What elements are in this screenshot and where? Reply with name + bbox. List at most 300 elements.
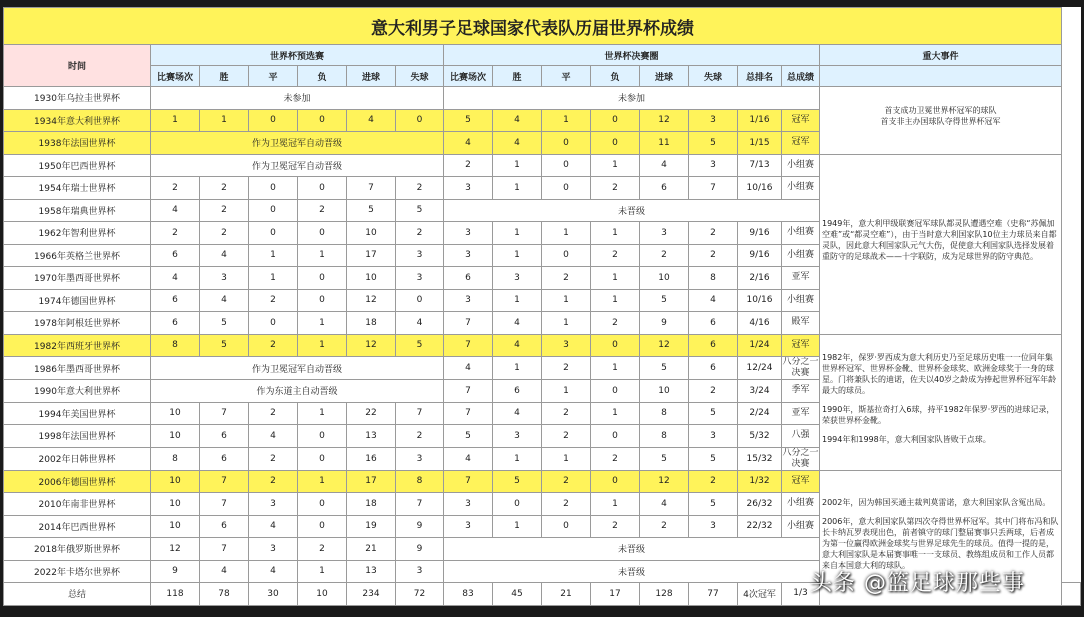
qual-cell: 0 — [298, 267, 347, 290]
qual-cell: 6 — [151, 289, 200, 312]
finals-cell: 2 — [542, 493, 591, 516]
finals-cell: 1 — [542, 447, 591, 470]
finals-cell: 2 — [689, 470, 738, 493]
finals-cell: 0 — [542, 515, 591, 538]
finals-cell: 3 — [493, 425, 542, 448]
finals-rank-cell: 1/15 — [738, 132, 782, 155]
finals-rank-cell: 1/16 — [738, 109, 782, 132]
finals-cell: 1 — [493, 289, 542, 312]
finals-cell: 2 — [591, 447, 640, 470]
finals-result-cell: 小组赛 — [782, 244, 820, 267]
finals-result-cell: 小组赛 — [782, 177, 820, 200]
finals-cell: 1 — [591, 357, 640, 380]
qual-cell: 0 — [298, 493, 347, 516]
finals-col-draws: 平 — [542, 66, 591, 87]
finals-cell: 6 — [493, 380, 542, 403]
qual-col-goals-against: 失球 — [396, 66, 444, 87]
finals-rank-cell: 4次冠军 — [738, 583, 782, 606]
row-time: 2014年巴西世界杯 — [4, 515, 151, 538]
qual-cell: 2 — [249, 289, 298, 312]
qual-cell: 3 — [396, 447, 444, 470]
qual-cell: 0 — [396, 289, 444, 312]
finals-cell: 128 — [640, 583, 689, 606]
qual-cell: 10 — [347, 222, 396, 245]
qual-cell: 4 — [249, 425, 298, 448]
finals-cell: 7 — [444, 470, 493, 493]
finals-rank-cell: 10/16 — [738, 289, 782, 312]
row-time: 2006年德国世界杯 — [4, 470, 151, 493]
finals-cell: 5 — [640, 289, 689, 312]
event-text: 2002年，因为韩国买通主裁判莫雷诺，意大利国家队含冤出局。 — [822, 497, 1051, 507]
finals-cell: 5 — [689, 493, 738, 516]
qual-cell: 2 — [298, 199, 347, 222]
finals-cell: 5 — [640, 447, 689, 470]
finals-rank-cell: 5/32 — [738, 425, 782, 448]
qual-cell: 4 — [151, 199, 200, 222]
events-subheader-blank — [820, 66, 1062, 87]
finals-cell: 5 — [444, 425, 493, 448]
finals-cell: 7 — [444, 312, 493, 335]
table-title: 意大利男子足球国家代表队历届世界杯成绩 — [4, 8, 1062, 45]
finals-cell: 2 — [689, 222, 738, 245]
event-text: 1949年，意大利甲级联赛冠军球队都灵队遭遇空难（史称“苏佩加空难”或“都灵空难”），由于当时意大利国家队10位主力球员来自都灵队，因此意大利国家队元气大伤，促使意大利国家队选择发展着重防守的足球战术——十字联防，成为足球世界的防守典范。 — [822, 219, 1057, 261]
qual-cell: 7 — [200, 470, 249, 493]
qual-cell: 0 — [249, 222, 298, 245]
row-time: 1970年墨西哥世界杯 — [4, 267, 151, 290]
qual-cell: 17 — [347, 244, 396, 267]
qual-col-wins: 胜 — [200, 66, 249, 87]
qual-cell: 2 — [298, 538, 347, 561]
qual-cell: 3 — [396, 560, 444, 583]
finals-cell: 7 — [444, 402, 493, 425]
finals-cell: 6 — [640, 177, 689, 200]
finals-cell: 1 — [542, 312, 591, 335]
finals-cell: 0 — [591, 380, 640, 403]
event-text: 1994年和1998年，意大利国家队皆败于点球。 — [822, 434, 991, 444]
qual-cell: 1 — [298, 560, 347, 583]
qual-cell: 0 — [298, 177, 347, 200]
qual-cell: 2 — [249, 402, 298, 425]
event-text: 首支成功卫冕世界杯冠军的球队 首支非主办国球队夺得世界杯冠军 — [880, 106, 1001, 127]
qual-cell: 10 — [151, 493, 200, 516]
finals-result-cell: 冠军 — [782, 334, 820, 357]
qual-cell: 22 — [347, 402, 396, 425]
qual-cell: 12 — [347, 334, 396, 357]
finals-result-cell: 小组赛 — [782, 154, 820, 177]
finals-cell: 3 — [493, 267, 542, 290]
qual-cell: 5 — [200, 312, 249, 335]
qual-note: 作为东道主自动晋级 — [151, 380, 444, 403]
finals-cell: 12 — [640, 109, 689, 132]
qual-cell: 13 — [347, 560, 396, 583]
finals-cell: 3 — [640, 222, 689, 245]
finals-cell: 3 — [689, 515, 738, 538]
qual-cell: 3 — [249, 493, 298, 516]
finals-cell: 83 — [444, 583, 493, 606]
finals-cell: 2 — [542, 267, 591, 290]
event-text: 1990年，斯基拉奇打入6球，持平1982年保罗·罗西的进球记录，荣获世界杯金靴。 — [822, 404, 1055, 425]
finals-cell: 0 — [542, 132, 591, 155]
qual-cell: 6 — [200, 515, 249, 538]
event-block — [820, 154, 1062, 334]
finals-cell: 1 — [493, 222, 542, 245]
row-time: 1958年瑞典世界杯 — [4, 199, 151, 222]
qual-cell: 18 — [347, 493, 396, 516]
finals-cell: 2 — [640, 515, 689, 538]
qual-cell: 118 — [151, 583, 200, 606]
finals-col-result: 总成绩 — [782, 66, 820, 87]
qual-cell: 1 — [298, 470, 347, 493]
finals-cell: 4 — [444, 447, 493, 470]
finals-cell: 0 — [493, 493, 542, 516]
qual-cell: 4 — [396, 312, 444, 335]
qual-cell: 2 — [200, 222, 249, 245]
finals-rank-cell: 4/16 — [738, 312, 782, 335]
finals-result-cell: 八强 — [782, 425, 820, 448]
finals-cell: 2 — [689, 244, 738, 267]
finals-cell: 7 — [689, 177, 738, 200]
qual-note: 作为卫冕冠军自动晋级 — [151, 154, 444, 177]
qual-cell: 0 — [298, 109, 347, 132]
finals-rank-cell: 22/32 — [738, 515, 782, 538]
qual-cell: 234 — [347, 583, 396, 606]
finals-cell: 17 — [591, 583, 640, 606]
qual-cell: 2 — [151, 222, 200, 245]
finals-cell: 2 — [542, 357, 591, 380]
finals-cell: 0 — [591, 109, 640, 132]
finals-cell: 1 — [591, 402, 640, 425]
finals-col-rank: 总排名 — [738, 66, 782, 87]
row-time: 2018年俄罗斯世界杯 — [4, 538, 151, 561]
row-time: 1974年德国世界杯 — [4, 289, 151, 312]
finals-cell: 8 — [640, 402, 689, 425]
finals-rank-cell: 2/16 — [738, 267, 782, 290]
finals-cell: 45 — [493, 583, 542, 606]
row-time: 1930年乌拉圭世界杯 — [4, 87, 151, 110]
finals-col-matches: 比赛场次 — [444, 66, 493, 87]
table-row — [4, 470, 1081, 493]
finals-cell: 1 — [591, 222, 640, 245]
finals-cell: 3 — [444, 493, 493, 516]
finals-cell: 1 — [493, 244, 542, 267]
finals-note: 未晋级 — [444, 560, 820, 583]
qual-cell: 3 — [249, 538, 298, 561]
finals-result-cell: 小组赛 — [782, 493, 820, 516]
qual-cell: 2 — [396, 425, 444, 448]
finals-cell: 21 — [542, 583, 591, 606]
finals-cell: 6 — [689, 357, 738, 380]
finals-col-losses: 负 — [591, 66, 640, 87]
finals-cell: 10 — [640, 380, 689, 403]
finals-cell: 4 — [640, 493, 689, 516]
finals-cell: 3 — [444, 177, 493, 200]
qual-cell: 2 — [151, 177, 200, 200]
qual-cell: 0 — [298, 515, 347, 538]
qual-cell: 12 — [347, 289, 396, 312]
finals-cell: 1 — [493, 357, 542, 380]
finals-cell: 1 — [591, 267, 640, 290]
event-blank — [1062, 583, 1081, 606]
finals-cell: 4 — [493, 312, 542, 335]
finals-cell: 2 — [591, 244, 640, 267]
finals-cell: 2 — [542, 425, 591, 448]
qual-cell: 10 — [298, 583, 347, 606]
qual-cell: 10 — [151, 402, 200, 425]
finals-cell: 1 — [542, 380, 591, 403]
qual-cell: 3 — [200, 267, 249, 290]
watermark: 头条 @篮足球那些事 — [810, 571, 1025, 596]
finals-cell: 4 — [493, 402, 542, 425]
finals-cell: 1 — [591, 289, 640, 312]
qual-note: 未参加 — [151, 87, 444, 110]
finals-cell: 0 — [542, 154, 591, 177]
finals-cell: 0 — [591, 334, 640, 357]
finals-cell: 0 — [542, 244, 591, 267]
row-time: 1978年阿根廷世界杯 — [4, 312, 151, 335]
finals-cell: 1 — [542, 222, 591, 245]
finals-result-cell: 季军 — [782, 380, 820, 403]
qual-cell: 0 — [298, 289, 347, 312]
qual-cell: 2 — [396, 222, 444, 245]
finals-rank-cell: 7/13 — [738, 154, 782, 177]
qual-cell: 5 — [347, 199, 396, 222]
qual-cell: 6 — [200, 447, 249, 470]
time-header: 时间 — [4, 45, 151, 87]
qual-col-losses: 负 — [298, 66, 347, 87]
finals-result-cell: 冠军 — [782, 470, 820, 493]
finals-cell: 3 — [444, 515, 493, 538]
qual-cell: 2 — [396, 177, 444, 200]
finals-cell: 77 — [689, 583, 738, 606]
finals-cell: 3 — [444, 244, 493, 267]
finals-cell: 9 — [640, 312, 689, 335]
qual-cell: 1 — [298, 402, 347, 425]
qual-note: 作为卫冕冠军自动晋级 — [151, 132, 444, 155]
table-row — [4, 87, 1081, 110]
qual-cell: 2 — [200, 199, 249, 222]
row-time: 1994年美国世界杯 — [4, 402, 151, 425]
qual-cell: 1 — [298, 312, 347, 335]
qual-cell: 0 — [249, 177, 298, 200]
qual-cell: 7 — [200, 538, 249, 561]
row-time: 1966年英格兰世界杯 — [4, 244, 151, 267]
finals-cell: 1 — [542, 289, 591, 312]
finals-cell: 1 — [591, 154, 640, 177]
qual-cell: 9 — [151, 560, 200, 583]
qual-cell: 2 — [249, 470, 298, 493]
finals-rank-cell: 3/24 — [738, 380, 782, 403]
qual-col-draws: 平 — [249, 66, 298, 87]
finals-result-cell: 冠军 — [782, 132, 820, 155]
finals-cell: 5 — [689, 132, 738, 155]
qual-cell: 1 — [298, 334, 347, 357]
qual-cell: 0 — [298, 425, 347, 448]
finals-cell: 8 — [689, 267, 738, 290]
results-sheet — [3, 7, 1081, 605]
qual-cell: 4 — [249, 515, 298, 538]
finals-cell: 3 — [689, 154, 738, 177]
finals-cell: 8 — [640, 425, 689, 448]
finals-cell: 5 — [640, 357, 689, 380]
finals-cell: 5 — [689, 402, 738, 425]
finals-cell: 4 — [493, 132, 542, 155]
finals-cell: 1 — [493, 177, 542, 200]
qual-cell: 0 — [249, 199, 298, 222]
finals-cell: 2 — [444, 154, 493, 177]
qual-cell: 0 — [396, 109, 444, 132]
finals-cell: 12 — [640, 470, 689, 493]
qual-cell: 4 — [249, 560, 298, 583]
finals-note: 未晋级 — [444, 538, 820, 561]
qual-cell: 8 — [396, 470, 444, 493]
qual-cell: 2 — [249, 334, 298, 357]
qual-cell: 3 — [396, 267, 444, 290]
finals-result-cell: 冠军 — [782, 109, 820, 132]
qual-cell: 13 — [347, 425, 396, 448]
row-time: 1954年瑞士世界杯 — [4, 177, 151, 200]
finals-cell: 0 — [542, 177, 591, 200]
qual-cell: 9 — [396, 538, 444, 561]
qual-cell: 0 — [249, 312, 298, 335]
finals-note: 未参加 — [444, 87, 820, 110]
row-time: 1990年意大利世界杯 — [4, 380, 151, 403]
finals-cell: 6 — [689, 334, 738, 357]
qual-cell: 5 — [396, 199, 444, 222]
qual-cell: 30 — [249, 583, 298, 606]
qual-cell: 72 — [396, 583, 444, 606]
finals-rank-cell: 12/24 — [738, 357, 782, 380]
qual-cell: 7 — [396, 493, 444, 516]
qual-cell: 6 — [151, 312, 200, 335]
finals-cell: 7 — [444, 380, 493, 403]
qual-cell: 1 — [249, 267, 298, 290]
row-time: 总结 — [4, 583, 151, 606]
finals-cell: 2 — [689, 380, 738, 403]
row-time: 1950年巴西世界杯 — [4, 154, 151, 177]
qual-note: 作为卫冕冠军自动晋级 — [151, 357, 444, 380]
qual-cell: 1 — [249, 244, 298, 267]
qual-cell: 4 — [200, 289, 249, 312]
qual-cell: 4 — [347, 109, 396, 132]
finals-cell: 0 — [591, 470, 640, 493]
qual-cell: 0 — [298, 447, 347, 470]
finals-note: 未晋级 — [444, 199, 820, 222]
finals-cell: 4 — [493, 334, 542, 357]
finals-cell: 4 — [444, 357, 493, 380]
qual-cell: 0 — [298, 222, 347, 245]
qual-cell: 6 — [151, 244, 200, 267]
qual-cell: 21 — [347, 538, 396, 561]
finals-cell: 3 — [689, 425, 738, 448]
finals-rank-cell: 10/16 — [738, 177, 782, 200]
finals-cell: 0 — [591, 132, 640, 155]
finals-cell: 2 — [542, 402, 591, 425]
event-text: 1982年，保罗·罗西成为意大利历史乃至足球历史唯一一位同年集世界杯冠军、世界杯金靴、世界杯金球奖、欧洲金球奖于一身的球星。门将兼队长的迪诺，佐夫以40岁之龄成为捧起世界杯冠军年龄最大的球员。 — [822, 352, 1057, 395]
finals-cell: 5 — [689, 447, 738, 470]
qual-cell: 16 — [347, 447, 396, 470]
finals-result-cell: 小组赛 — [782, 515, 820, 538]
finals-col-goals-against: 失球 — [689, 66, 738, 87]
finals-cell: 10 — [640, 267, 689, 290]
row-time: 2022年卡塔尔世界杯 — [4, 560, 151, 583]
qual-cell: 10 — [151, 470, 200, 493]
event-block — [820, 334, 1062, 470]
qual-cell: 17 — [347, 470, 396, 493]
events-header: 重大事件 — [820, 45, 1062, 66]
finals-cell: 1 — [493, 447, 542, 470]
qual-cell: 2 — [200, 177, 249, 200]
qual-cell: 78 — [200, 583, 249, 606]
finals-cell: 3 — [542, 334, 591, 357]
finals-col-wins: 胜 — [493, 66, 542, 87]
finals-cell: 1 — [542, 109, 591, 132]
finals-result-cell: 亚军 — [782, 267, 820, 290]
qual-cell: 7 — [200, 402, 249, 425]
finals-cell: 7 — [444, 334, 493, 357]
finals-cell: 4 — [493, 109, 542, 132]
qual-cell: 6 — [200, 425, 249, 448]
qual-cell: 5 — [200, 334, 249, 357]
finals-rank-cell: 9/16 — [738, 244, 782, 267]
finals-cell: 2 — [591, 312, 640, 335]
qualifiers-header: 世界杯预选赛 — [151, 45, 444, 66]
finals-rank-cell: 2/24 — [738, 402, 782, 425]
finals-cell: 3 — [689, 109, 738, 132]
qual-cell: 8 — [151, 334, 200, 357]
table-row — [4, 334, 1081, 357]
finals-rank-cell: 1/32 — [738, 470, 782, 493]
qual-cell: 4 — [151, 267, 200, 290]
qual-cell: 3 — [396, 244, 444, 267]
qual-cell: 1 — [298, 244, 347, 267]
finals-cell: 4 — [444, 132, 493, 155]
qual-cell: 4 — [200, 244, 249, 267]
finals-result-cell: 亚军 — [782, 402, 820, 425]
qual-cell: 7 — [200, 493, 249, 516]
finals-cell: 6 — [444, 267, 493, 290]
qual-cell: 10 — [151, 425, 200, 448]
qual-cell: 1 — [151, 109, 200, 132]
finals-cell: 11 — [640, 132, 689, 155]
qual-cell: 0 — [249, 109, 298, 132]
qual-cell: 18 — [347, 312, 396, 335]
finals-cell: 2 — [542, 470, 591, 493]
finals-cell: 6 — [689, 312, 738, 335]
finals-result-cell: 八分之一决赛 — [782, 447, 819, 469]
finals-cell: 1 — [591, 493, 640, 516]
finals-cell: 5 — [493, 470, 542, 493]
qual-cell: 7 — [396, 402, 444, 425]
finals-cell: 2 — [591, 515, 640, 538]
finals-cell: 4 — [689, 289, 738, 312]
finals-cell: 0 — [591, 425, 640, 448]
finals-cell: 1 — [493, 154, 542, 177]
qual-cell: 2 — [249, 447, 298, 470]
finals-cell: 3 — [444, 222, 493, 245]
qual-cell: 12 — [151, 538, 200, 561]
row-time: 1934年意大利世界杯 — [4, 109, 151, 132]
finals-cell: 5 — [444, 109, 493, 132]
event-text: 2006年，意大利国家队第四次夺得世界杯冠军。其中门将布冯和队长卡纳瓦罗表现出色，前者镇守的球门整届赛事只丢两球，后者成为第一位赢得欧洲金球奖与世界足球先生的球员。值得一提的是，意大利国家队是本届赛事唯一一支球员、教练组成员和工作人员都来自本国意大利的球队。 — [822, 516, 1059, 570]
finals-cell: 1 — [493, 515, 542, 538]
qual-cell: 4 — [200, 560, 249, 583]
qual-cell: 5 — [396, 334, 444, 357]
row-time: 2002年日韩世界杯 — [4, 447, 151, 470]
qual-cell: 19 — [347, 515, 396, 538]
finals-result-cell: 1/3 — [782, 583, 820, 606]
finals-cell: 2 — [640, 244, 689, 267]
qual-col-matches: 比赛场次 — [151, 66, 200, 87]
